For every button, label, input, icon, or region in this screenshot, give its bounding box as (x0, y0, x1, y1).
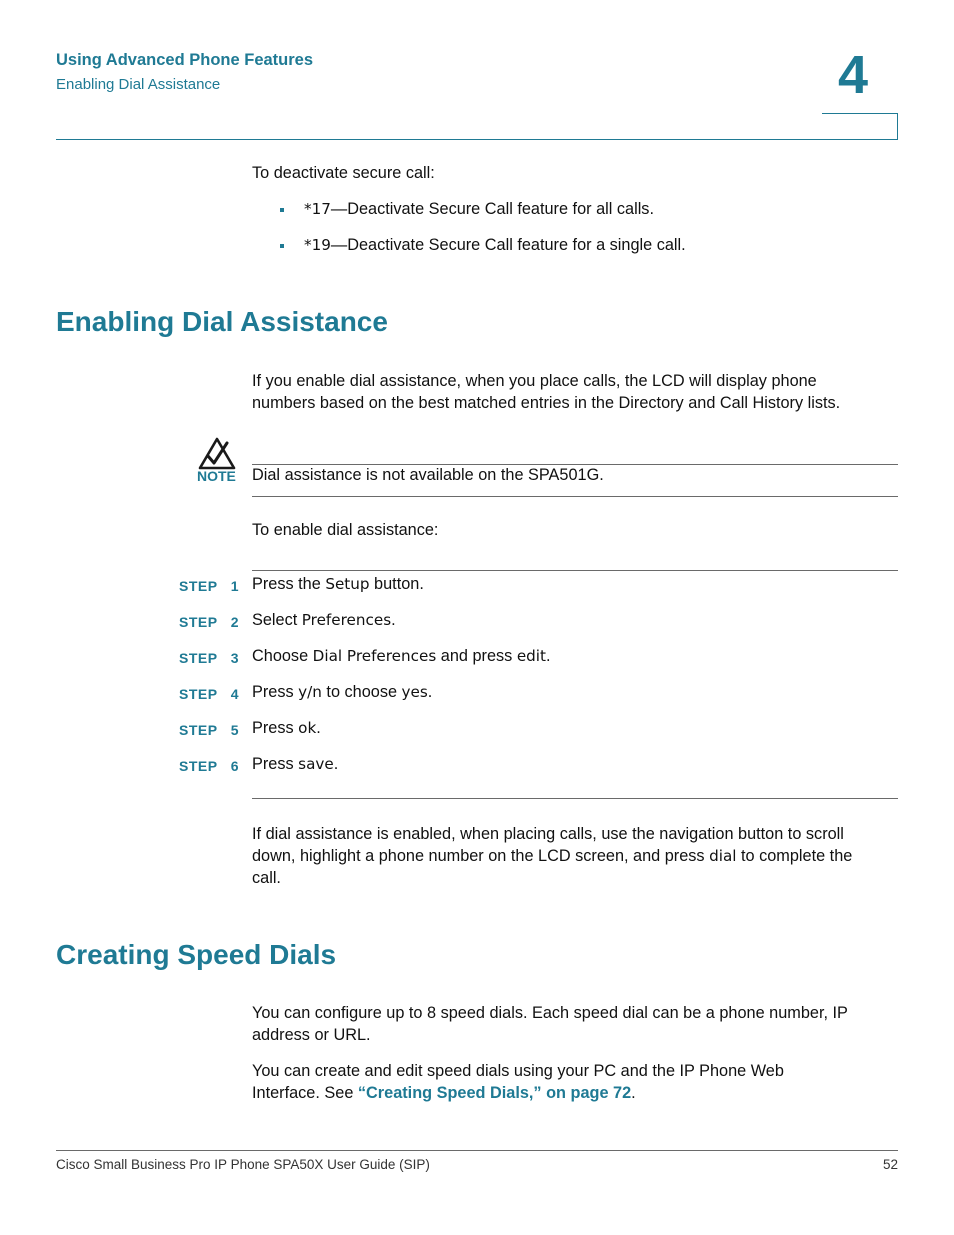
step-text-part: button. (369, 575, 424, 593)
speed-dials-page-link[interactable]: “Creating Speed Dials,” on page 72 (357, 1084, 632, 1102)
step-label (179, 758, 241, 774)
para-text-part: down, highlight a phone number on the LCD screen, and press (252, 847, 710, 865)
step-label (179, 650, 241, 666)
step-keyword: edit (516, 647, 546, 665)
step-text-part: Press the (252, 575, 326, 593)
chapter-title: Using Advanced Phone Features (56, 51, 314, 69)
step-text-part: . (427, 683, 433, 701)
bullet-text: —Deactivate Secure Call feature for a single call. (330, 236, 686, 254)
step-word: STEP (179, 614, 218, 630)
speed-dials-para-line: address or URL. (252, 1026, 371, 1044)
step-word: STEP (179, 650, 218, 666)
bullet-item (304, 198, 654, 220)
step-text-part: . (333, 755, 339, 773)
step-text-part: to choose (321, 683, 402, 701)
header-rule (56, 139, 898, 140)
dial-assistance-heading: Enabling Dial Assistance (56, 306, 388, 337)
dial-assistance-para-line (252, 845, 852, 867)
step-text (252, 575, 424, 594)
step-keyword: Preferences (301, 611, 392, 629)
step-label (179, 578, 241, 594)
step-keyword: yes (401, 683, 428, 701)
step-text-part: . (316, 719, 321, 737)
bullet-item (304, 234, 686, 256)
speed-dials-para-line (252, 1082, 636, 1104)
bullet-text: —Deactivate Secure Call feature for all calls. (330, 200, 654, 218)
step-keyword: ok (298, 719, 317, 737)
step-label (179, 614, 241, 630)
step-word: STEP (179, 686, 218, 702)
step-word: STEP (179, 758, 218, 774)
speed-dials-para-line: You can create and edit speed dials using your PC and the IP Phone Web (252, 1062, 784, 1080)
step-number: 2 (230, 614, 239, 630)
step-text-part: Select (252, 611, 302, 629)
speed-dials-para-line: You can configure up to 8 speed dials. Each speed dial can be a phone number, IP (252, 1004, 848, 1022)
step-text (252, 683, 432, 702)
step-number: 6 (230, 758, 239, 774)
bullet-marker (280, 208, 284, 212)
step-label (179, 722, 241, 738)
step-text (252, 755, 338, 774)
footer-page-number: 52 (882, 1157, 898, 1172)
step-text-part: Choose (252, 647, 313, 665)
step-word: STEP (179, 578, 218, 594)
feature-code: *17 (304, 200, 331, 218)
step-text-part: Press (252, 719, 299, 737)
note-label: NOTE (197, 468, 236, 484)
steps-top-rule (252, 570, 898, 571)
dial-assistance-para-line: call. (252, 869, 281, 887)
step-text (252, 611, 396, 630)
step-number: 4 (230, 686, 239, 702)
para-text-part: Interface. See (252, 1084, 358, 1102)
step-keyword: y/n (298, 683, 322, 701)
step-label (179, 686, 241, 702)
para-text-part: to complete the (736, 847, 853, 865)
step-text-part: Press (252, 755, 299, 773)
enable-intro: To enable dial assistance: (252, 521, 439, 539)
step-text (252, 647, 551, 666)
step-text (252, 719, 321, 738)
step-keyword: save (298, 755, 334, 773)
step-keyword: Setup (325, 575, 370, 593)
step-number: 3 (230, 650, 239, 666)
para-text-part: . (631, 1084, 636, 1102)
step-text-part: and press (436, 647, 517, 665)
steps-bottom-rule (252, 798, 898, 799)
step-number: 1 (230, 578, 239, 594)
footer-guide-title: Cisco Small Business Pro IP Phone SPA50X User Guide (SIP) (56, 1157, 430, 1172)
speed-dials-heading: Creating Speed Dials (56, 939, 337, 970)
step-word: STEP (179, 722, 218, 738)
dial-assistance-para-line: If dial assistance is enabled, when placing calls, use the navigation button to scroll (252, 825, 844, 843)
bullet-marker (280, 244, 284, 248)
chapter-number-box (822, 113, 898, 139)
para-keyword: dial (709, 847, 737, 865)
chapter-number: 4 (838, 45, 869, 105)
section-title: Enabling Dial Assistance (56, 76, 221, 93)
footer-rule (56, 1150, 898, 1151)
dial-assistance-para-line: numbers based on the best matched entries in the Directory and Call History lists. (252, 394, 841, 412)
step-text-part: . (391, 611, 396, 629)
feature-code: *19 (304, 236, 331, 254)
dial-assistance-para-line: If you enable dial assistance, when you place calls, the LCD will display phone (252, 372, 817, 390)
checkmark-triangle-icon (197, 437, 237, 471)
step-number: 5 (230, 722, 239, 738)
step-text-part: Press (252, 683, 299, 701)
step-keyword: Dial Preferences (312, 647, 437, 665)
step-text-part: . (545, 647, 551, 665)
note-text: Dial assistance is not available on the SPA501G. (252, 466, 604, 484)
secure-call-intro: To deactivate secure call: (252, 164, 435, 182)
note-bottom-rule (252, 496, 898, 497)
